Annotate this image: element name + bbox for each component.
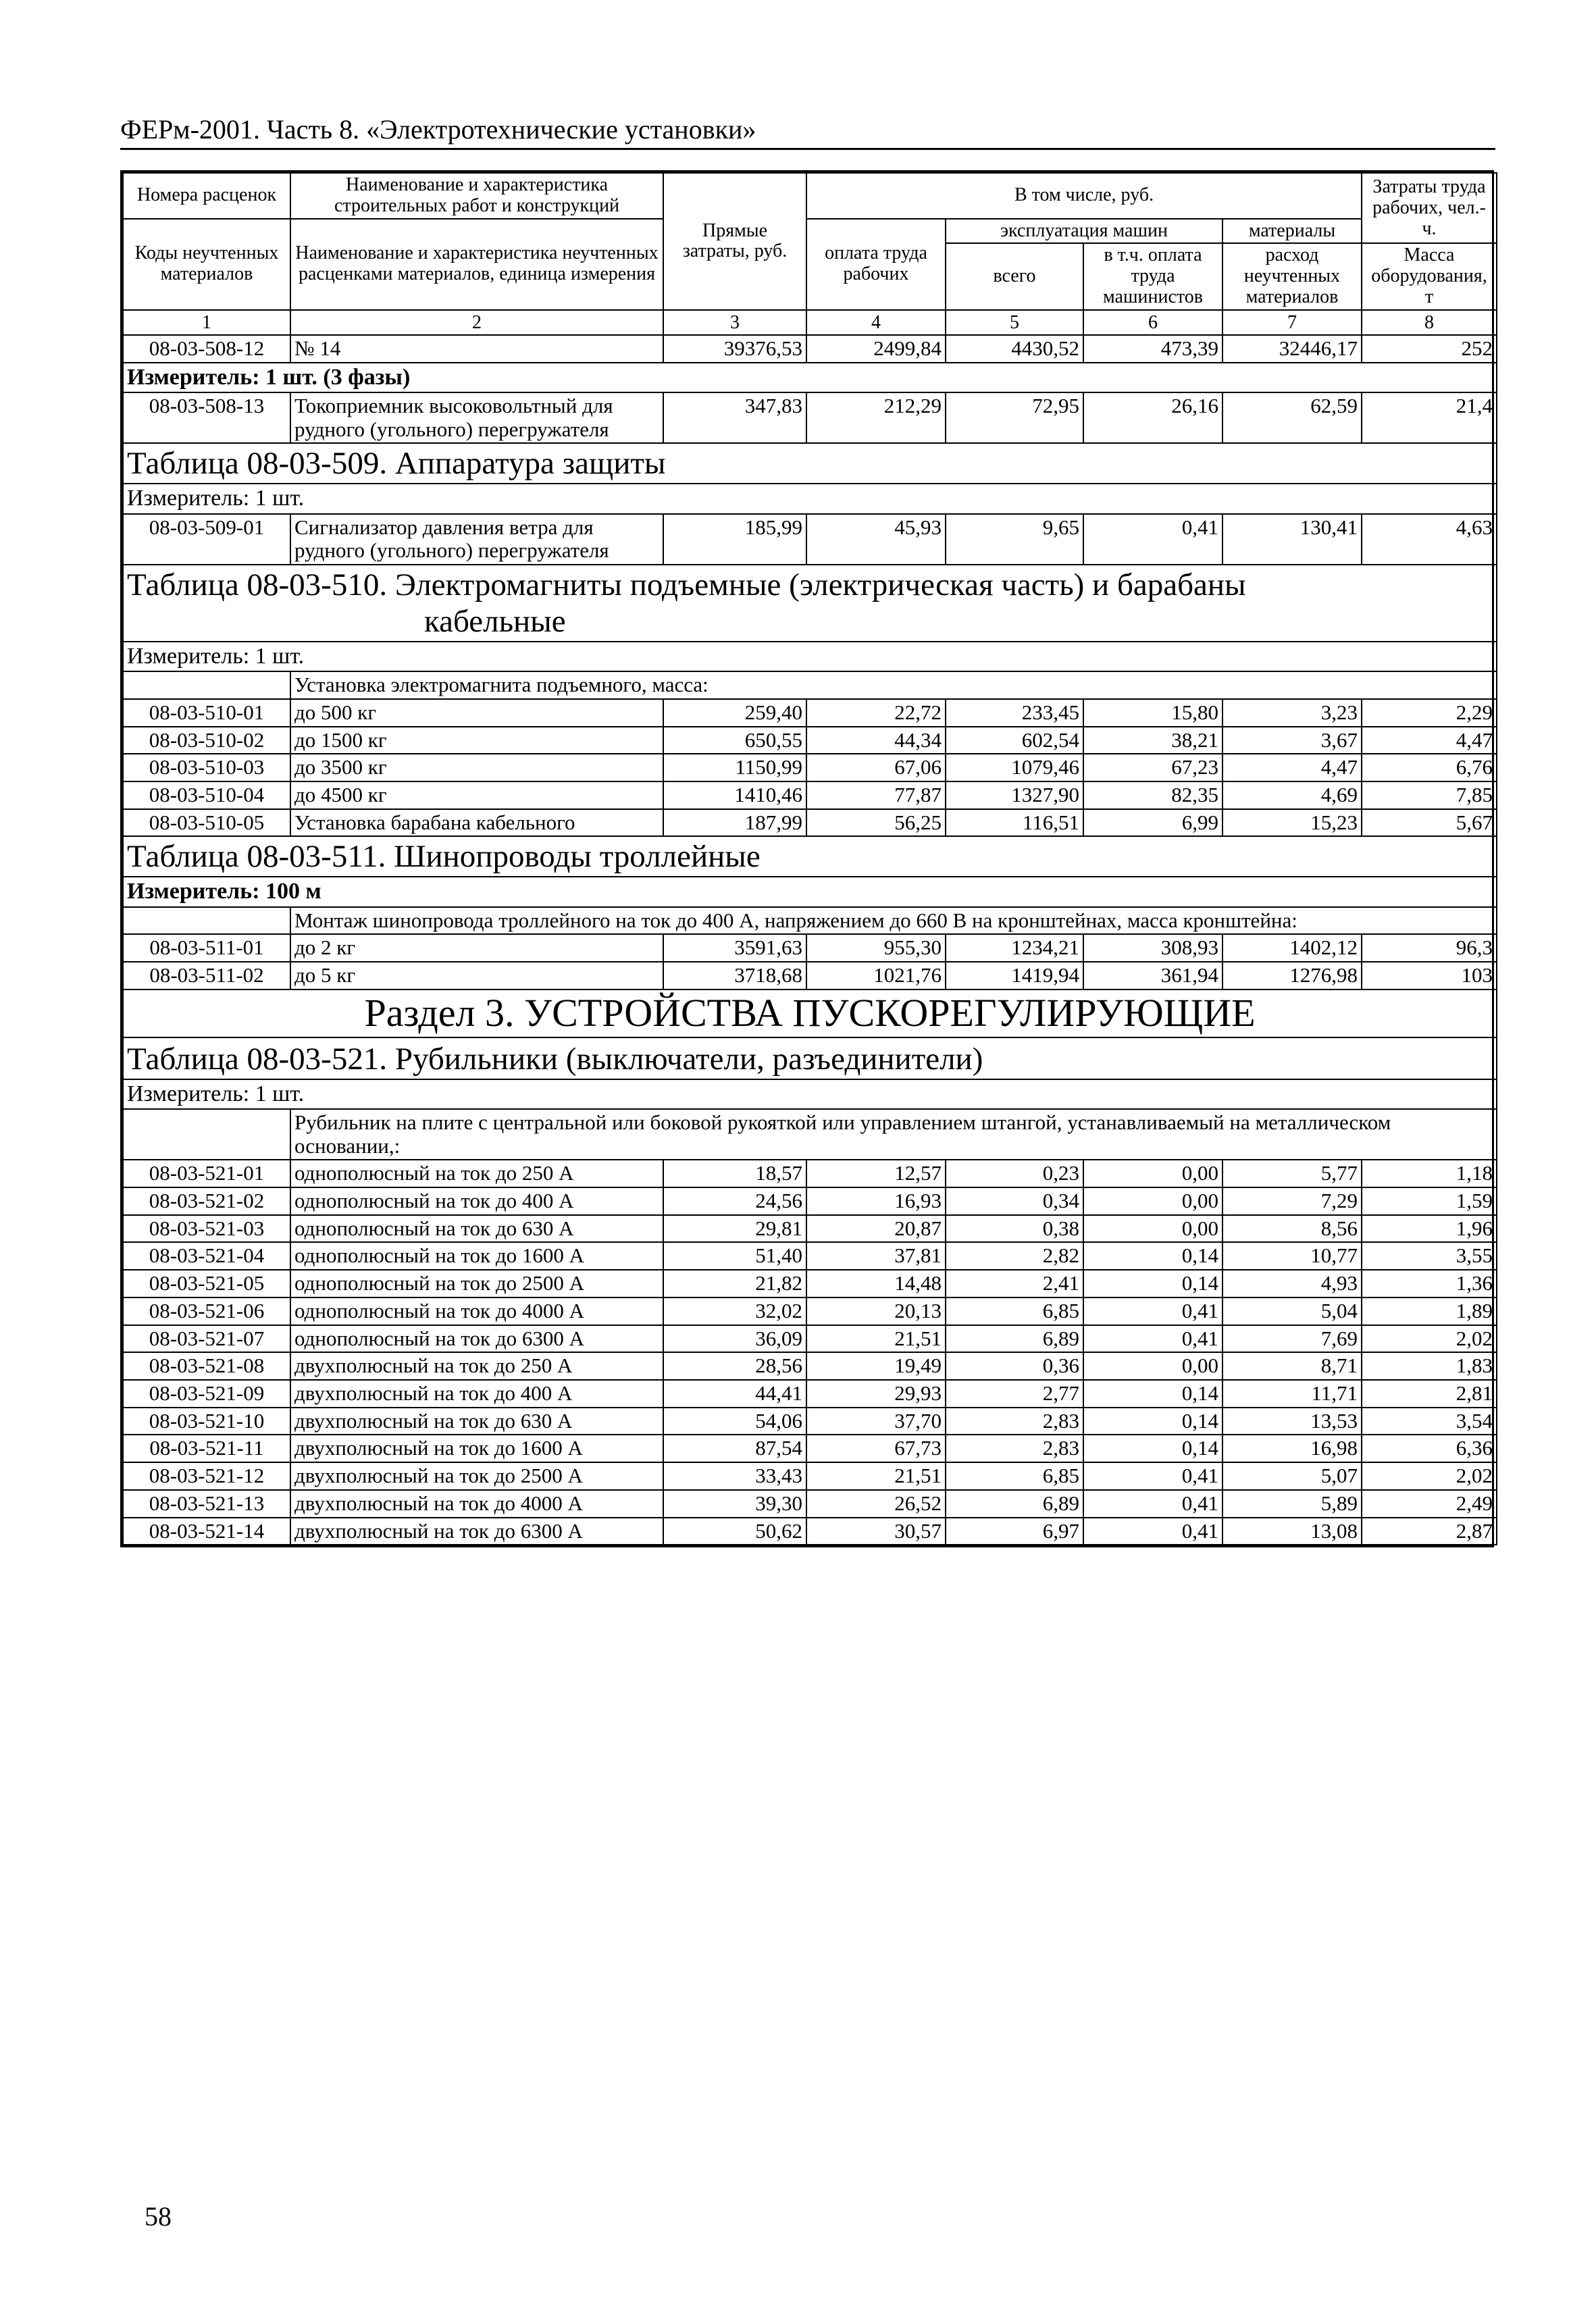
row-name: однополюсный на ток до 2500 А [290, 1270, 663, 1297]
section-3 [123, 989, 1497, 1037]
row-value: 3591,63 [663, 934, 806, 962]
col-header-labor-top: Затраты труда рабочих, чел.-ч. [1362, 173, 1497, 243]
row-value: 1,36 [1362, 1270, 1497, 1297]
row-value: 1,89 [1362, 1297, 1497, 1325]
col-header-machines: эксплуатация машин [946, 219, 1222, 244]
row-value: 4,47 [1222, 754, 1362, 781]
row-value: 650,55 [663, 727, 806, 754]
table-row [123, 962, 1497, 989]
row-value: 185,99 [663, 514, 806, 565]
row-value: 39376,53 [663, 335, 806, 363]
empty-cell [123, 671, 290, 699]
row-value: 308,93 [1083, 934, 1222, 962]
row-value: 1150,99 [663, 754, 806, 781]
table-row [123, 1187, 1497, 1215]
row-code: 08-03-510-01 [123, 699, 290, 727]
row-value: 77,87 [806, 781, 946, 809]
col-number: 8 [1362, 310, 1497, 335]
row-value: 44,41 [663, 1380, 806, 1408]
row-value: 11,71 [1222, 1380, 1362, 1408]
row-name: до 3500 кг [290, 754, 663, 781]
row-code: 08-03-511-02 [123, 962, 290, 989]
col-header-machines-total: всего [946, 243, 1083, 309]
row-name: Сигнализатор давления ветра для рудного (угольного) перегружателя [290, 514, 663, 565]
row-value: 252 [1362, 335, 1497, 363]
col-header-direct-costs: Прямые затраты, руб. [663, 173, 806, 310]
table-row [123, 1270, 1497, 1297]
row-value: 0,14 [1083, 1435, 1222, 1462]
row-value: 45,93 [806, 514, 946, 565]
row-value: 602,54 [946, 727, 1083, 754]
row-code: 08-03-510-04 [123, 781, 290, 809]
row-name: однополюсный на ток до 4000 А [290, 1297, 663, 1325]
row-value: 32,02 [663, 1297, 806, 1325]
row-value: 4430,52 [946, 335, 1083, 363]
measure-label: Измеритель: 100 м [123, 877, 1497, 906]
row-value: 2499,84 [806, 335, 946, 363]
row-value: 29,81 [663, 1215, 806, 1243]
measure-label: Измеритель: 1 шт. [123, 642, 1497, 671]
empty-cell [123, 1109, 290, 1160]
row-value: 21,51 [806, 1462, 946, 1490]
row-value: 7,29 [1222, 1187, 1362, 1215]
row-value: 6,36 [1362, 1435, 1497, 1462]
col-header-wages: оплата труда рабочих [806, 219, 946, 310]
table-row [123, 1490, 1497, 1518]
table-header [123, 173, 1497, 335]
col-number: 2 [290, 310, 663, 335]
row-value: 0,34 [946, 1187, 1083, 1215]
row-code: 08-03-510-05 [123, 809, 290, 837]
row-value: 4,63 [1362, 514, 1497, 565]
row-name: до 1500 кг [290, 727, 663, 754]
row-code: 08-03-508-12 [123, 335, 290, 363]
page-number: 58 [145, 2201, 172, 2232]
row-name: однополюсный на ток до 250 А [290, 1160, 663, 1187]
row-value: 22,72 [806, 699, 946, 727]
row-value: 4,93 [1222, 1270, 1362, 1297]
row-code: 08-03-521-12 [123, 1462, 290, 1490]
col-header-material-use: расход неучтенных материалов [1222, 243, 1362, 309]
row-name: Токоприемник высоковольтный для рудного (угольного) перегружателя [290, 392, 663, 443]
row-value: 5,67 [1362, 809, 1497, 837]
table-510 [123, 565, 1497, 836]
table-row [123, 754, 1497, 781]
row-value: 130,41 [1222, 514, 1362, 565]
table-row [123, 392, 1497, 443]
col-number: 3 [663, 310, 806, 335]
row-value: 8,71 [1222, 1352, 1362, 1380]
row-value: 2,02 [1362, 1325, 1497, 1353]
row-value: 7,85 [1362, 781, 1497, 809]
table-row [123, 1160, 1497, 1187]
group-label: Установка электромагнита подъемного, масса: [290, 671, 1497, 699]
table-row [123, 727, 1497, 754]
row-value: 347,83 [663, 392, 806, 443]
block-508 [123, 335, 1497, 443]
measure-label: Измеритель: 1 шт. (3 фазы) [123, 363, 1497, 392]
row-value: 4,47 [1362, 727, 1497, 754]
row-code: 08-03-521-08 [123, 1352, 290, 1380]
row-value: 9,65 [946, 514, 1083, 565]
table-row [123, 809, 1497, 837]
row-value: 67,73 [806, 1435, 946, 1462]
row-value: 16,98 [1222, 1435, 1362, 1462]
col-header-codes-bottom: Коды неучтенных материалов [123, 219, 290, 310]
row-name: до 5 кг [290, 962, 663, 989]
row-value: 6,76 [1362, 754, 1497, 781]
row-name: до 2 кг [290, 934, 663, 962]
row-name: двухполюсный на ток до 250 А [290, 1352, 663, 1380]
row-value: 38,21 [1083, 727, 1222, 754]
row-code: 08-03-521-13 [123, 1490, 290, 1518]
table-row [123, 1435, 1497, 1462]
row-name: до 500 кг [290, 699, 663, 727]
row-value: 1327,90 [946, 781, 1083, 809]
row-value: 0,41 [1083, 1490, 1222, 1518]
row-value: 0,14 [1083, 1380, 1222, 1408]
row-value: 2,81 [1362, 1380, 1497, 1408]
row-name: двухполюсный на ток до 6300 А [290, 1518, 663, 1545]
row-value: 18,57 [663, 1160, 806, 1187]
row-value: 6,89 [946, 1490, 1083, 1518]
row-value: 955,30 [806, 934, 946, 962]
row-value: 0,00 [1083, 1352, 1222, 1380]
row-value: 5,07 [1222, 1462, 1362, 1490]
row-value: 3,54 [1362, 1408, 1497, 1435]
table-row [123, 699, 1497, 727]
row-value: 51,40 [663, 1242, 806, 1270]
row-code: 08-03-511-01 [123, 934, 290, 962]
row-value: 44,34 [806, 727, 946, 754]
row-value: 67,23 [1083, 754, 1222, 781]
row-value: 6,85 [946, 1462, 1083, 1490]
row-value: 56,25 [806, 809, 946, 837]
row-value: 1410,46 [663, 781, 806, 809]
row-name: однополюсный на ток до 400 А [290, 1187, 663, 1215]
row-code: 08-03-521-06 [123, 1297, 290, 1325]
row-code: 08-03-521-04 [123, 1242, 290, 1270]
col-number: 7 [1222, 310, 1362, 335]
table-row [123, 1352, 1497, 1380]
row-value: 0,14 [1083, 1270, 1222, 1297]
row-value: 1,96 [1362, 1215, 1497, 1243]
col-number: 5 [946, 310, 1083, 335]
row-code: 08-03-508-13 [123, 392, 290, 443]
empty-cell [123, 907, 290, 935]
col-header-including: В том числе, руб. [806, 173, 1362, 219]
row-value: 233,45 [946, 699, 1083, 727]
table-509 [123, 443, 1497, 565]
row-code: 08-03-509-01 [123, 514, 290, 565]
table-row [123, 781, 1497, 809]
table-row [123, 1408, 1497, 1435]
measure-label: Измеритель: 1 шт. [123, 1079, 1497, 1109]
row-code: 08-03-521-05 [123, 1270, 290, 1297]
row-code: 08-03-521-01 [123, 1160, 290, 1187]
table-521 [123, 1037, 1497, 1545]
row-value: 2,29 [1362, 699, 1497, 727]
row-value: 30,57 [806, 1518, 946, 1545]
row-value: 87,54 [663, 1435, 806, 1462]
row-value: 1402,12 [1222, 934, 1362, 962]
table-row [123, 934, 1497, 962]
row-value: 72,95 [946, 392, 1083, 443]
row-value: 2,41 [946, 1270, 1083, 1297]
row-name: Установка барабана кабельного [290, 809, 663, 837]
row-value: 1,18 [1362, 1160, 1497, 1187]
row-code: 08-03-521-07 [123, 1325, 290, 1353]
row-value: 361,94 [1083, 962, 1222, 989]
row-value: 21,4 [1362, 392, 1497, 443]
row-value: 0,41 [1083, 1518, 1222, 1545]
row-value: 5,04 [1222, 1297, 1362, 1325]
row-value: 37,70 [806, 1408, 946, 1435]
row-value: 3718,68 [663, 962, 806, 989]
row-value: 0,41 [1083, 1297, 1222, 1325]
col-header-codes-top: Номера расценок [123, 173, 290, 219]
row-value: 0,36 [946, 1352, 1083, 1380]
row-value: 1079,46 [946, 754, 1083, 781]
table-row [123, 1325, 1497, 1353]
row-code: 08-03-521-03 [123, 1215, 290, 1243]
table-title: Таблица 08-03-511. Шинопроводы троллейные [123, 836, 1497, 877]
row-value: 187,99 [663, 809, 806, 837]
col-header-name-top: Наименование и характеристика строительных работ и конструкций [290, 173, 663, 219]
row-value: 0,14 [1083, 1242, 1222, 1270]
row-value: 8,56 [1222, 1215, 1362, 1243]
row-value: 37,81 [806, 1242, 946, 1270]
row-value: 29,93 [806, 1380, 946, 1408]
row-value: 21,82 [663, 1270, 806, 1297]
row-value: 0,00 [1083, 1187, 1222, 1215]
row-value: 1,83 [1362, 1352, 1497, 1380]
table-row [123, 1518, 1497, 1545]
row-value: 14,48 [806, 1270, 946, 1297]
row-value: 1,59 [1362, 1187, 1497, 1215]
row-value: 6,85 [946, 1297, 1083, 1325]
group-label: Рубильник на плите с центральной или боковой рукояткой или управлением штангой, устанавливаемый на металлическом основании,: [290, 1109, 1497, 1160]
col-header-machinist-wages: в т.ч. оплата труда машинистов [1083, 243, 1222, 309]
row-code: 08-03-521-14 [123, 1518, 290, 1545]
col-number: 4 [806, 310, 946, 335]
row-value: 0,38 [946, 1215, 1083, 1243]
row-value: 103 [1362, 962, 1497, 989]
row-value: 2,83 [946, 1408, 1083, 1435]
row-value: 5,77 [1222, 1160, 1362, 1187]
row-value: 2,87 [1362, 1518, 1497, 1545]
row-value: 2,49 [1362, 1490, 1497, 1518]
row-value: 4,69 [1222, 781, 1362, 809]
row-value: 0,14 [1083, 1408, 1222, 1435]
row-value: 1021,76 [806, 962, 946, 989]
row-value: 39,30 [663, 1490, 806, 1518]
row-value: 32446,17 [1222, 335, 1362, 363]
row-value: 3,23 [1222, 699, 1362, 727]
row-name: двухполюсный на ток до 4000 А [290, 1490, 663, 1518]
row-value: 50,62 [663, 1518, 806, 1545]
col-number: 6 [1083, 310, 1222, 335]
table-title: Таблица 08-03-521. Рубильники (выключатели, разъединители) [123, 1037, 1497, 1079]
row-value: 212,29 [806, 392, 946, 443]
row-value: 20,13 [806, 1297, 946, 1325]
col-header-equipment-mass: Масса оборудования, т [1362, 243, 1497, 309]
row-value: 19,49 [806, 1352, 946, 1380]
row-value: 2,77 [946, 1380, 1083, 1408]
row-value: 67,06 [806, 754, 946, 781]
table-title: Таблица 08-03-510. Электромагниты подъемные (электрическая часть) и барабаны кабельные [123, 565, 1497, 642]
section-title: Раздел 3. УСТРОЙСТВА ПУСКОРЕГУЛИРУЮЩИЕ [123, 989, 1497, 1037]
row-value: 10,77 [1222, 1242, 1362, 1270]
row-value: 28,56 [663, 1352, 806, 1380]
row-value: 1419,94 [946, 962, 1083, 989]
table-row [123, 1380, 1497, 1408]
col-header-name-bottom: Наименование и характеристика неучтенных расценками материалов, единица измерения [290, 219, 663, 310]
row-value: 21,51 [806, 1325, 946, 1353]
row-name: № 14 [290, 335, 663, 363]
row-value: 0,00 [1083, 1215, 1222, 1243]
row-value: 1234,21 [946, 934, 1083, 962]
row-value: 13,53 [1222, 1408, 1362, 1435]
row-value: 6,89 [946, 1325, 1083, 1353]
row-value: 82,35 [1083, 781, 1222, 809]
row-value: 3,67 [1222, 727, 1362, 754]
row-value: 2,83 [946, 1435, 1083, 1462]
table-title: Таблица 08-03-509. Аппаратура защиты [123, 443, 1497, 484]
row-value: 24,56 [663, 1187, 806, 1215]
row-code: 08-03-521-10 [123, 1408, 290, 1435]
running-header: ФЕРм-2001. Часть 8. «Электротехнические установки» [120, 113, 1495, 150]
row-value: 36,09 [663, 1325, 806, 1353]
row-value: 5,89 [1222, 1490, 1362, 1518]
row-value: 2,82 [946, 1242, 1083, 1270]
group-label: Монтаж шинопровода троллейного на ток до 400 А, напряжением до 660 В на кронштейнах, масса кронштейна: [290, 907, 1497, 935]
row-name: двухполюсный на ток до 1600 А [290, 1435, 663, 1462]
price-table-document [120, 170, 1494, 1547]
row-value: 96,3 [1362, 934, 1497, 962]
row-value: 20,87 [806, 1215, 946, 1243]
price-table [122, 172, 1497, 1545]
table-row [123, 1242, 1497, 1270]
row-value: 33,43 [663, 1462, 806, 1490]
row-value: 1276,98 [1222, 962, 1362, 989]
row-code: 08-03-510-02 [123, 727, 290, 754]
row-value: 6,99 [1083, 809, 1222, 837]
row-value: 62,59 [1222, 392, 1362, 443]
row-value: 0,41 [1083, 1462, 1222, 1490]
row-code: 08-03-521-11 [123, 1435, 290, 1462]
row-value: 13,08 [1222, 1518, 1362, 1545]
row-name: однополюсный на ток до 6300 А [290, 1325, 663, 1353]
row-code: 08-03-521-09 [123, 1380, 290, 1408]
row-value: 0,41 [1083, 1325, 1222, 1353]
row-value: 116,51 [946, 809, 1083, 837]
table-row [123, 1462, 1497, 1490]
row-value: 0,41 [1083, 514, 1222, 565]
row-value: 473,39 [1083, 335, 1222, 363]
row-value: 2,02 [1362, 1462, 1497, 1490]
row-value: 15,80 [1083, 699, 1222, 727]
row-value: 6,97 [946, 1518, 1083, 1545]
row-code: 08-03-510-03 [123, 754, 290, 781]
row-value: 0,00 [1083, 1160, 1222, 1187]
row-name: двухполюсный на ток до 2500 А [290, 1462, 663, 1490]
table-511 [123, 836, 1497, 989]
row-value: 12,57 [806, 1160, 946, 1187]
row-name: однополюсный на ток до 630 А [290, 1215, 663, 1243]
row-value: 7,69 [1222, 1325, 1362, 1353]
row-value: 259,40 [663, 699, 806, 727]
row-name: двухполюсный на ток до 400 А [290, 1380, 663, 1408]
row-value: 15,23 [1222, 809, 1362, 837]
table-row [123, 335, 1497, 363]
row-name: до 4500 кг [290, 781, 663, 809]
row-value: 54,06 [663, 1408, 806, 1435]
table-row [123, 514, 1497, 565]
row-value: 3,55 [1362, 1242, 1497, 1270]
row-value: 26,16 [1083, 392, 1222, 443]
table-row [123, 1297, 1497, 1325]
table-row [123, 1215, 1497, 1243]
col-header-materials: материалы [1222, 219, 1362, 244]
row-value: 26,52 [806, 1490, 946, 1518]
row-value: 0,23 [946, 1160, 1083, 1187]
row-value: 16,93 [806, 1187, 946, 1215]
col-number: 1 [123, 310, 290, 335]
row-name: двухполюсный на ток до 630 А [290, 1408, 663, 1435]
measure-label: Измеритель: 1 шт. [123, 484, 1497, 513]
row-name: однополюсный на ток до 1600 А [290, 1242, 663, 1270]
row-code: 08-03-521-02 [123, 1187, 290, 1215]
